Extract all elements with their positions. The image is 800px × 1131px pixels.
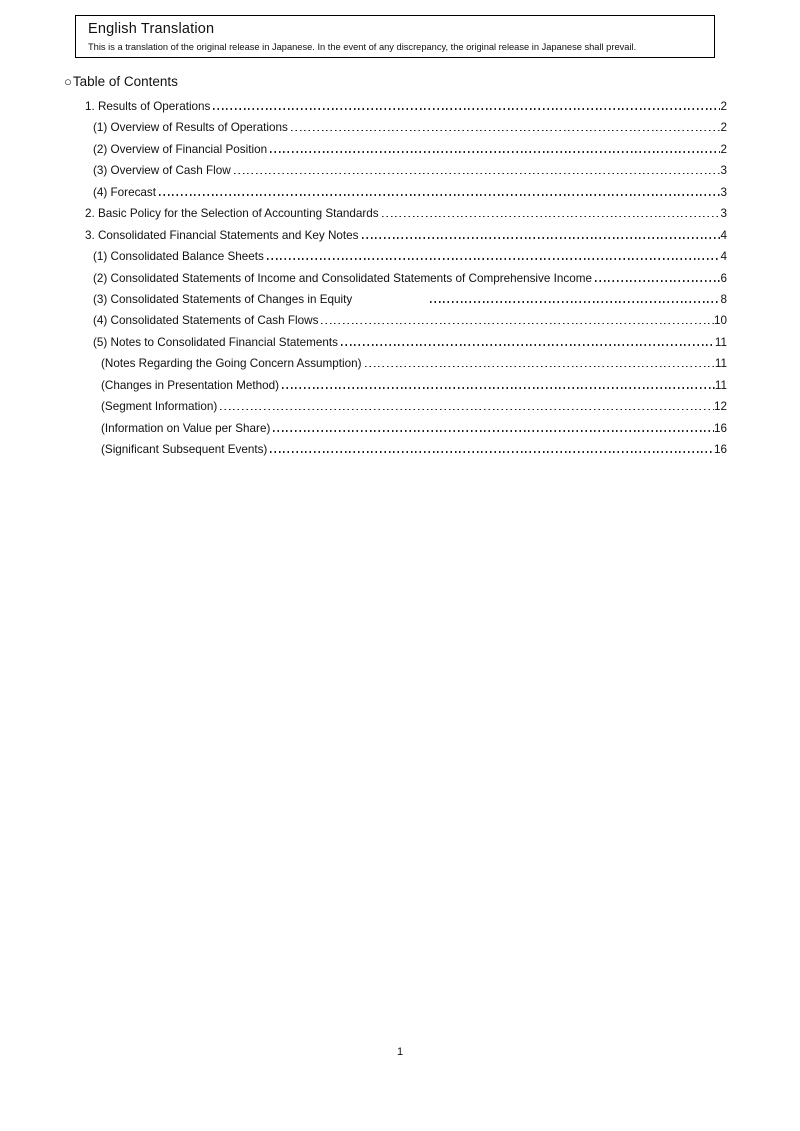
- toc-row: [85, 396, 727, 417]
- toc-page-number: 2: [720, 100, 727, 113]
- dot-leader: [267, 258, 721, 260]
- toc-row: [85, 310, 727, 331]
- toc-page-number: 12: [713, 400, 727, 414]
- toc-entry-label: (5) Notes to Consolidated Financial Statements: [93, 335, 338, 349]
- toc-row: [85, 439, 727, 460]
- toc-row: [85, 182, 727, 203]
- dot-leader: [270, 451, 714, 453]
- translation-notice-box: [75, 15, 715, 58]
- toc-page-number: 11: [714, 357, 727, 371]
- toc-row: [85, 268, 727, 289]
- toc-row: [85, 353, 727, 374]
- dot-leader: [365, 366, 715, 368]
- toc-row: [85, 418, 727, 439]
- dot-leader: [595, 280, 721, 282]
- dot-leader: [270, 151, 720, 153]
- translation-notice-title: English Translation: [88, 21, 215, 37]
- toc-entry-label: (4) Consolidated Statements of Cash Flows: [93, 314, 319, 328]
- dot-leader: [234, 173, 721, 175]
- toc-page-number: 4: [720, 250, 727, 264]
- toc-entry-label: (1) Overview of Results of Operations: [93, 121, 288, 135]
- toc-row: [85, 332, 727, 353]
- toc-row: [85, 246, 727, 267]
- circle-bullet-icon: ○: [64, 74, 72, 89]
- toc-page-number: 2: [720, 121, 727, 135]
- toc-row: [85, 375, 727, 396]
- toc-page-number: 3: [720, 164, 727, 178]
- dot-leader: [273, 430, 714, 432]
- toc-row: [85, 96, 727, 117]
- toc-entry-label: (Segment Information): [101, 400, 218, 414]
- toc-page-number: 11: [714, 335, 727, 349]
- toc-row: [85, 289, 727, 310]
- toc-entry-label: (3) Consolidated Statements of Changes in Equity: [93, 292, 353, 306]
- toc-entry-label: (1) Consolidated Balance Sheets: [93, 250, 264, 264]
- toc-page-number: 4: [720, 228, 727, 242]
- toc-entry-label: 2. Basic Policy for the Selection of Accounting Standards: [85, 207, 379, 221]
- toc-entry-label: (2) Overview of Financial Position: [93, 142, 268, 156]
- toc-page-number: 10: [713, 314, 727, 328]
- toc-entry-label: (2) Consolidated Statements of Income and Consolidated Statements of Comprehensive Income: [93, 271, 592, 285]
- toc-row: [85, 203, 727, 224]
- toc-page-number: 16: [713, 443, 727, 456]
- toc-page-number: 11: [714, 378, 727, 392]
- dot-leader: [341, 344, 715, 346]
- toc-row: [85, 160, 727, 181]
- toc-page-number: 8: [720, 292, 727, 306]
- dot-leader: [220, 409, 714, 411]
- toc-list: [85, 96, 727, 460]
- toc-title-label: Table of Contents: [72, 74, 178, 89]
- toc-page-number: 2: [720, 142, 727, 156]
- dot-leader: [382, 216, 721, 218]
- dot-leader: [213, 108, 720, 110]
- dot-leader: [282, 387, 715, 389]
- toc-entry-label: (3) Overview of Cash Flow: [93, 164, 231, 178]
- toc-row: [85, 225, 727, 246]
- footer-page-number: 1: [396, 1046, 404, 1058]
- toc-entry-label: (Information on Value per Share): [101, 421, 271, 435]
- toc-entry-label: (Notes Regarding the Going Concern Assumption): [101, 357, 362, 371]
- toc-row: [85, 117, 727, 138]
- toc-entry-label: (Significant Subsequent Events): [101, 443, 268, 456]
- toc-page-number: 3: [720, 185, 727, 199]
- toc-title: [64, 73, 178, 91]
- dot-leader: [159, 194, 720, 196]
- toc-entry-label: 3. Consolidated Financial Statements and Key Notes: [85, 228, 359, 242]
- toc-entry-label: (Changes in Presentation Method): [101, 378, 280, 392]
- dot-leader: [321, 323, 714, 325]
- toc-entry-label: (4) Forecast: [93, 185, 156, 199]
- translation-notice-subtitle: This is a translation of the original release in Japanese. In the event of any discrepancy, the original release in Japanese shall prevail.: [88, 42, 637, 52]
- toc-entry-label: 1. Results of Operations: [85, 100, 211, 113]
- toc-page-number: 6: [720, 271, 727, 285]
- dot-leader: [291, 130, 721, 132]
- dot-leader: [430, 301, 720, 303]
- toc-page-number: 16: [713, 421, 727, 435]
- toc-row: [85, 139, 727, 160]
- dot-leader: [362, 237, 721, 239]
- toc-page-number: 3: [720, 207, 727, 221]
